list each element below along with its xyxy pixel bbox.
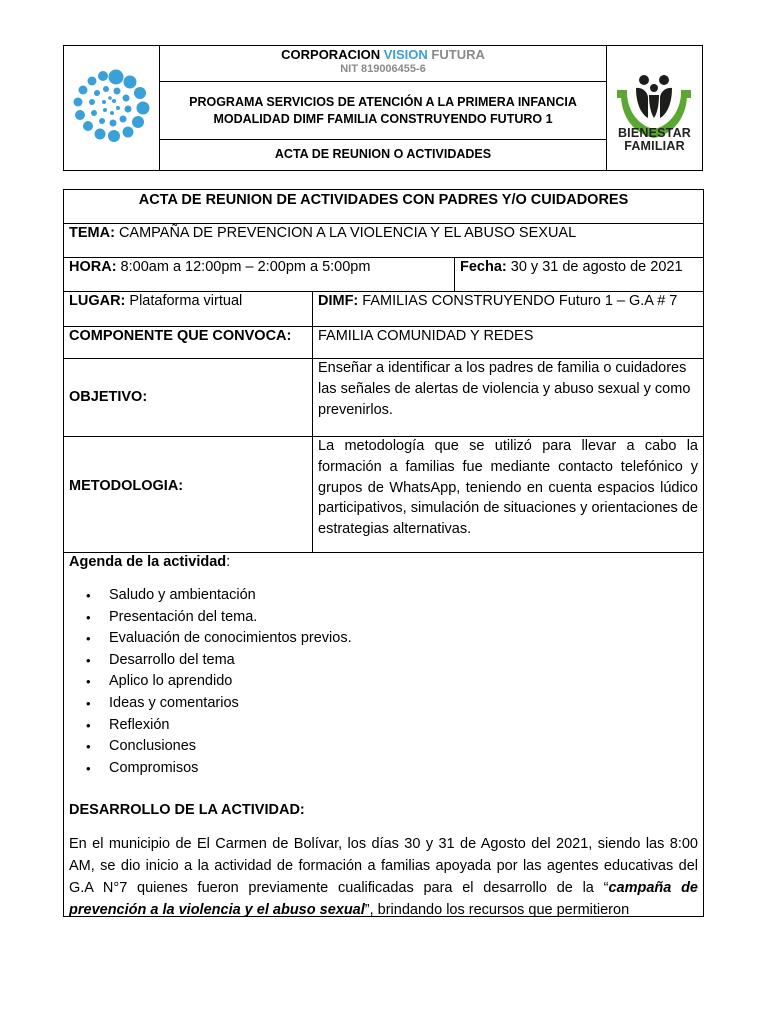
agenda-list — [64, 585, 703, 779]
agenda-heading: Agenda de la actividad: — [69, 554, 231, 570]
metodologia-label: METODOLOGIA: — [69, 478, 184, 494]
agenda-item: • Aplico lo aprendido — [64, 671, 703, 693]
program-modality: MODALIDAD DIMF FAMILIA CONSTRUYENDO FUTURO 1 — [213, 112, 553, 126]
componente-value: FAMILIA COMUNIDAD Y REDES — [318, 328, 534, 344]
agenda-item: • Evaluación de conocimientos previos. — [64, 628, 703, 650]
objetivo-value: Enseñar a identificar a los padres de familia o cuidadores las señales de alertas de violencia y abuso sexual y como prevenirlos. — [318, 360, 691, 418]
fecha-cell — [455, 257, 703, 291]
nit-number: NIT 819006455-6 — [340, 63, 426, 75]
fecha-value: 30 y 31 de agosto de 2021 — [506, 259, 683, 275]
corporacion-logo-cell — [64, 46, 160, 170]
agenda-label: Agenda de la actividad — [69, 554, 227, 570]
tema-row — [64, 223, 703, 257]
metodologia-value: La metodología que se utilizó para llevar a cabo la formación a familias fue mediante contacto telefónico y grupos de WhatsApp, teniendo en cuenta espacios lúdico participativos, simulación de situaciones y orientaciones de estrategias alternativas. — [318, 438, 698, 538]
lugar-cell — [64, 291, 312, 326]
corporacion-row — [159, 46, 607, 82]
lugar-value: Plataforma virtual — [125, 293, 243, 309]
tema-label: TEMA: — [69, 225, 115, 241]
agenda-item: • Compromisos — [64, 758, 703, 780]
hora-label: HORA: — [69, 259, 117, 275]
acta-title: ACTA DE REUNION DE ACTIVIDADES CON PADRES Y/O CUIDADORES — [138, 192, 629, 208]
org-name-vision: VISION — [383, 47, 428, 62]
lugar-label: LUGAR: — [69, 293, 126, 309]
logo-text-familiar: FAMILIAR — [624, 139, 685, 153]
agenda-item: • Desarrollo del tema — [64, 650, 703, 672]
bienestar-familiar-logo-text — [607, 127, 702, 153]
document-header — [63, 45, 703, 171]
dimf-cell — [313, 291, 703, 326]
corporacion-name — [159, 47, 607, 62]
tema-value: CAMPAÑA DE PREVENCION A LA VIOLENCIA Y EL ABUSO SEXUAL — [114, 225, 577, 241]
org-name-futura: FUTURA — [431, 47, 485, 62]
document-type: ACTA DE REUNION O ACTIVIDADES — [274, 147, 492, 161]
agenda-item: • Conclusiones — [64, 736, 703, 758]
agenda-item: • Reflexión — [64, 715, 703, 737]
dimf-label: DIMF: — [318, 293, 359, 309]
acta-table — [63, 189, 704, 917]
campaign-name: campaña de prevención a la violencia y el abuso sexual — [69, 880, 698, 918]
desarrollo-paragraph: En el municipio de El Carmen de Bolívar, los días 30 y 31 de Agosto del 2021, siendo las 8:00 AM, se dio inicio a la actividad de formación a familias apoyada por las agentes educativas del G.A N°7 quienes fueron previamente cualificadas para el desarrollo de la “campaña de prevención a la violencia y el abuso sexual”, brindando los recursos que permitieron — [69, 836, 698, 918]
org-name-corporacion: CORPORACION — [281, 47, 381, 62]
componente-label: COMPONENTE QUE CONVOCA: — [69, 328, 292, 344]
vision-futura-logo-icon — [64, 46, 159, 170]
agenda-item: • Presentación del tema. — [64, 607, 703, 629]
program-title: PROGRAMA SERVICIOS DE ATENCIÓN A LA PRIMERA INFANCIA — [189, 95, 577, 109]
bienestar-familiar-logo-cell — [606, 46, 702, 170]
hora-cell — [64, 257, 454, 291]
desarrollo-heading: DESARROLLO DE LA ACTIVIDAD: — [69, 802, 305, 818]
dimf-value: FAMILIAS CONSTRUYENDO Futuro 1 – G.A # 7 — [358, 293, 678, 309]
program-row — [159, 81, 607, 140]
agenda-item: • Ideas y comentarios — [64, 693, 703, 715]
fecha-label: Fecha: — [460, 259, 507, 275]
objetivo-label: OBJETIVO: — [69, 389, 148, 405]
logo-text-bienestar: BIENESTAR — [617, 126, 692, 140]
hora-value: 8:00am a 12:00pm – 2:00pm a 5:00pm — [116, 259, 371, 275]
agenda-item: • Saludo y ambientación — [64, 585, 703, 607]
